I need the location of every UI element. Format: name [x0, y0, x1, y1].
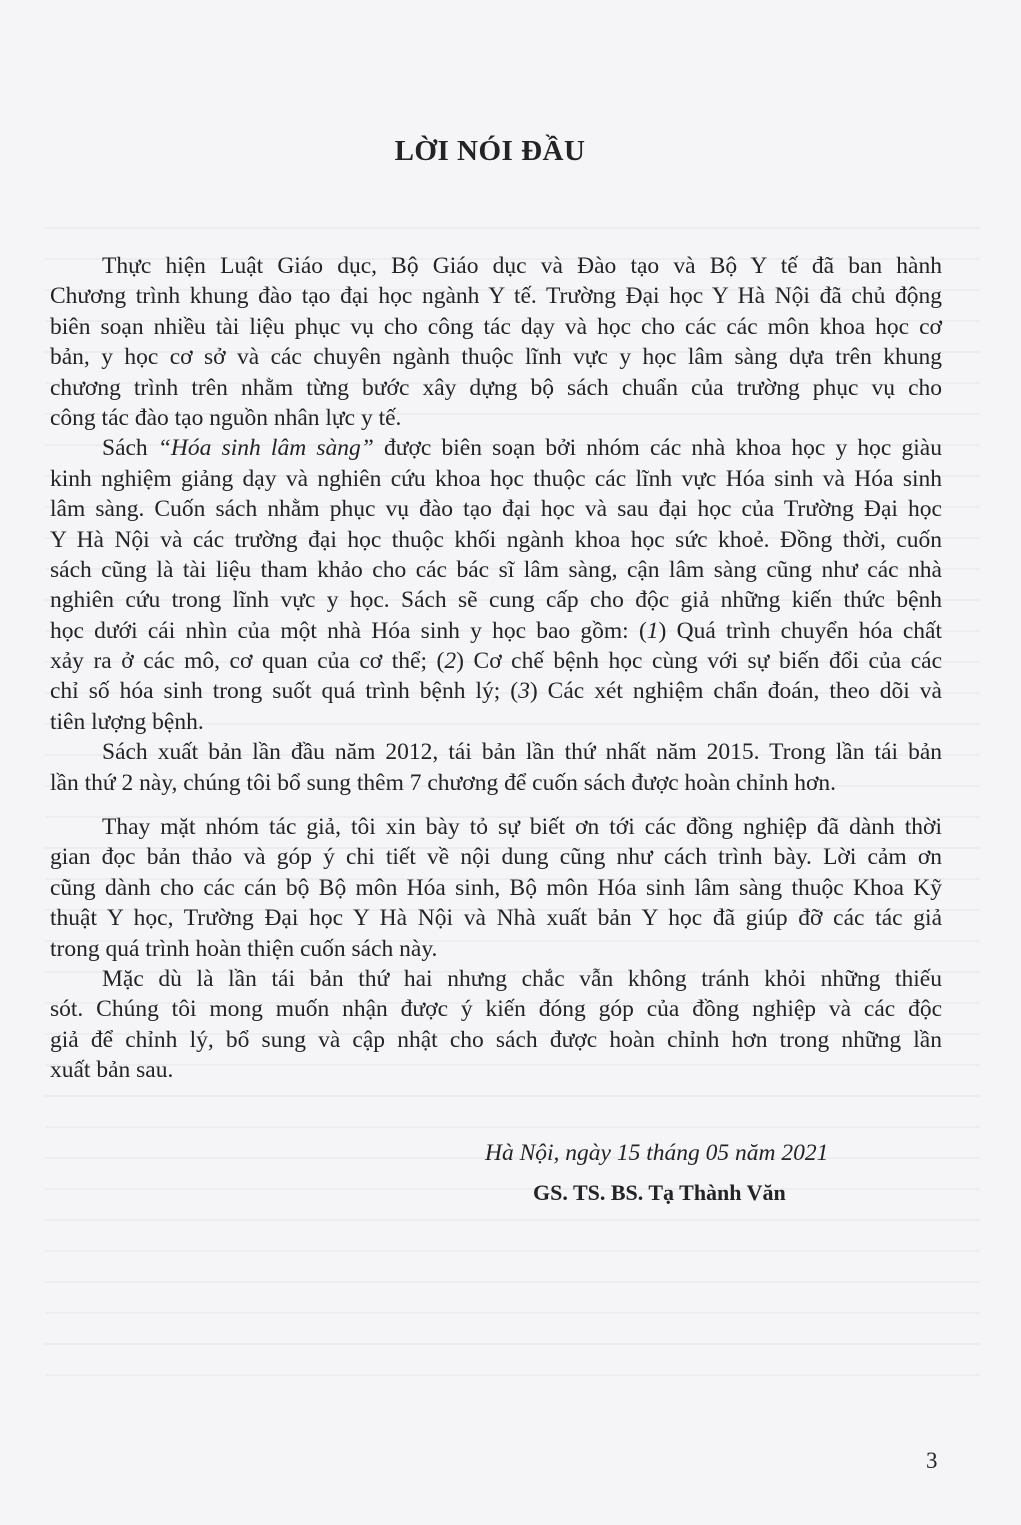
- paragraph: [50, 812, 942, 964]
- text-segment: Sách: [102, 435, 158, 462]
- text-line: [50, 251, 942, 281]
- text-line: [50, 1055, 942, 1085]
- text-line: [50, 842, 942, 872]
- text-line: [50, 494, 942, 524]
- text-segment: cũng dành cho các cán bộ Bộ môn Hóa sinh, Bộ môn Hóa sinh lâm sàng thuộc Khoa Kỹ: [50, 874, 942, 901]
- text-segment: được biên soạn bởi nhóm các nhà khoa học y học giàu: [373, 435, 942, 462]
- text-line: [50, 373, 942, 403]
- text-line: [50, 707, 942, 737]
- paragraph: [50, 433, 942, 737]
- text-line: [50, 994, 942, 1024]
- text-segment: lâm sàng. Cuốn sách nhằm phục vụ đào tạo đại học và sau đại học của Trường Đại học: [50, 496, 942, 523]
- text-segment: xảy ra ở các mô, cơ quan của cơ thể; (: [50, 648, 445, 675]
- page-title: LỜI NÓI ĐẦU: [394, 135, 586, 168]
- page-number: 3: [926, 1448, 938, 1473]
- text-line: [50, 312, 942, 342]
- text-segment: giả để chỉnh lý, bổ sung và cập nhật cho sách được hoàn chỉnh hơn trong những lần: [50, 1026, 942, 1053]
- text-segment: học dưới cái nhìn của một nhà Hóa sinh y học bao gồm: (: [50, 617, 647, 644]
- text-segment: Sách xuất bản lần đầu năm 2012, tái bản lần thứ nhất năm 2015. Trong lần tái bản: [102, 739, 942, 766]
- text-segment: chương trình trên nhằm từng bước xây dựng bộ sách chuẩn của trường phục vụ cho: [50, 374, 942, 401]
- preface-body: [50, 251, 942, 1086]
- signature-author: GS. TS. BS. Tạ Thành Văn: [533, 1180, 786, 1205]
- text-line: [50, 964, 942, 994]
- text-line: [50, 676, 942, 706]
- text-segment: xuất bản sau.: [50, 1057, 174, 1084]
- text-line: [50, 525, 942, 555]
- italic-text: 1: [646, 617, 659, 644]
- text-segment: chỉ số hóa sinh trong suốt quá trình bệnh lý; (: [50, 678, 519, 705]
- paragraph: [50, 964, 942, 1086]
- text-line: [50, 555, 942, 585]
- italic-text: 2: [444, 648, 457, 675]
- text-segment: lần thứ 2 này, chúng tôi bổ sung thêm 7 chương để cuốn sách được hoàn chỉnh hơn.: [50, 769, 836, 796]
- paragraph: [50, 251, 942, 433]
- text-segment: nghiên cứu trong lĩnh vực y học. Sách sẽ cung cấp cho độc giả những kiến thức bệnh: [50, 587, 942, 614]
- text-line: [50, 737, 942, 767]
- text-line: [50, 646, 942, 676]
- text-line: [50, 616, 942, 646]
- text-segment: sót. Chúng tôi mong muốn nhận được ý kiến đóng góp của đồng nghiệp và các độc: [50, 996, 942, 1023]
- text-line: [50, 812, 942, 842]
- italic-text: 3: [518, 678, 530, 705]
- text-segment: biên soạn nhiều tài liệu phục vụ cho công tác dạy và học cho các các môn khoa học cơ: [50, 313, 942, 340]
- text-segment: Mặc dù là lần tái bản thứ hai nhưng chắc vẫn không tránh khỏi những thiếu: [102, 965, 942, 992]
- text-segment: công tác đào tạo nguồn nhân lực y tế.: [50, 404, 402, 431]
- paragraph: [50, 737, 942, 798]
- text-segment: Y Hà Nội và các trường đại học thuộc khối ngành khoa học sức khoẻ. Đồng thời, cuốn: [50, 526, 942, 553]
- italic-text: “Hóa sinh lâm sàng”: [157, 435, 374, 462]
- text-line: [50, 464, 942, 494]
- text-line: [50, 403, 942, 433]
- text-line: [50, 585, 942, 615]
- text-segment: Chương trình khung đào tạo đại học ngành Y tế. Trường Đại học Y Hà Nội đã chủ động: [50, 283, 942, 310]
- text-line: [50, 281, 942, 311]
- text-line: [50, 433, 942, 463]
- text-line: [50, 1025, 942, 1055]
- text-segment: tiên lượng bệnh.: [50, 708, 204, 735]
- text-segment: bản, y học cơ sở và các chuyên ngành thuộc lĩnh vực y học lâm sàng dựa trên khung: [50, 344, 942, 371]
- text-segment: ) Quá trình chuyển hóa chất: [658, 617, 942, 644]
- text-line: [50, 934, 942, 964]
- text-segment: ) Các xét nghiệm chẩn đoán, theo dõi và: [529, 678, 942, 705]
- text-segment: Thực hiện Luật Giáo dục, Bộ Giáo dục và Đào tạo và Bộ Y tế đã ban hành: [102, 253, 942, 279]
- text-segment: sách cũng là tài liệu tham khảo cho các bác sĩ lâm sàng, cận lâm sàng cũng như các nhà: [50, 556, 942, 583]
- text-segment: gian đọc bản thảo và góp ý chi tiết về nội dung cũng như cách trình bày. Lời cảm ơn: [50, 844, 942, 871]
- text-line: [50, 903, 942, 933]
- text-segment: kinh nghiệm giảng dạy và nghiên cứu khoa học thuộc các lĩnh vực Hóa sinh và Hóa sinh: [50, 465, 942, 492]
- text-segment: Thay mặt nhóm tác giả, tôi xin bày tỏ sự biết ơn tới các đồng nghiệp đã dành thời: [102, 814, 942, 841]
- signature-date: Hà Nội, ngày 15 tháng 05 năm 2021: [485, 1140, 829, 1166]
- text-line: [50, 873, 942, 903]
- text-line: [50, 768, 942, 798]
- text-segment: ) Cơ chế bệnh học cùng với sự biến đổi của các: [456, 648, 942, 675]
- text-segment: trong quá trình hoàn thiện cuốn sách này.: [50, 935, 438, 962]
- text-line: [50, 342, 942, 372]
- text-segment: thuật Y học, Trường Đại học Y Hà Nội và Nhà xuất bản Y học đã giúp đỡ các tác giả: [50, 905, 942, 932]
